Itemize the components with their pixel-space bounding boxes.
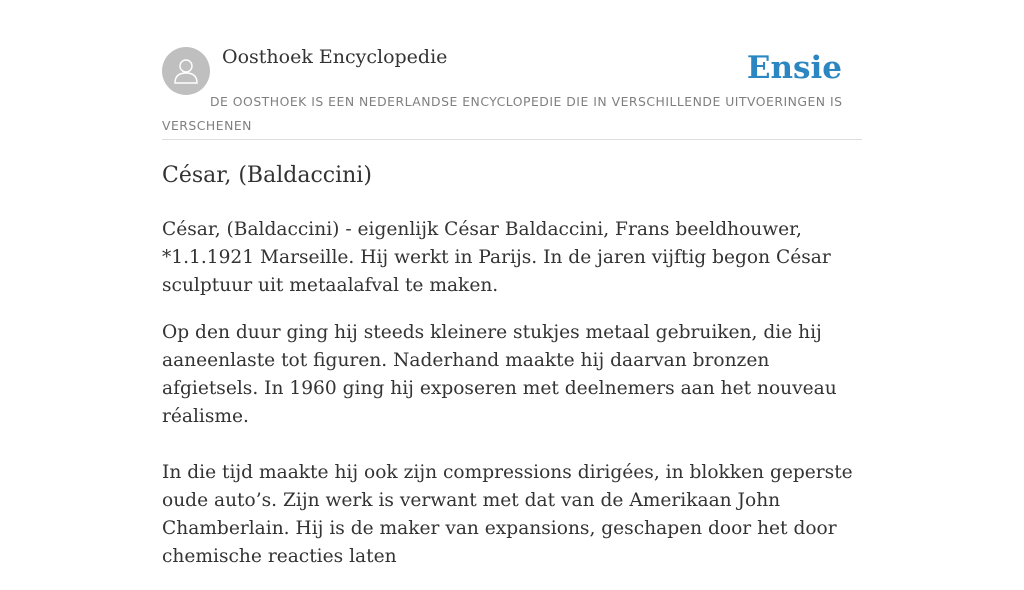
source-name[interactable]: Oosthoek Encyclopedie <box>222 46 448 68</box>
source-header <box>162 0 862 140</box>
ensie-logo[interactable]: Ensie <box>746 50 842 86</box>
page-container <box>162 0 862 567</box>
article-body <box>162 216 867 590</box>
article-paragraph: In die tijd maakte hij ook zijn compressions dirigées, in blokken geperste oude auto’s. Zijn werk is verwant met dat van de Amerikaan John Chamberlain. Hij is de maker van expansions, geschapen door het door chemische reacties laten <box>162 462 853 567</box>
source-description: DE OOSTHOEK IS EEN NEDERLANDSE ENCYCLOPEDIE DIE IN VERSCHILLENDE UITVOERINGEN IS VERSCHENEN <box>162 94 843 133</box>
user-icon <box>171 56 201 86</box>
article-title: César, (Baldaccini) <box>162 163 372 188</box>
article-paragraph: Op den duur ging hij steeds kleinere stukjes metaal gebruiken, die hij aaneenlaste tot figuren. Naderhand maakte hij daarvan bronzen afgietsels. In 1960 ging hij exposeren met deelnemers aan het nouveau réalisme. <box>162 322 837 427</box>
source-avatar[interactable] <box>162 47 210 95</box>
article-paragraph: César, (Baldaccini) - eigenlijk César Baldaccini, Frans beeldhouwer, *1.1.1921 Marseille. Hij werkt in Parijs. In de jaren vijftig begon César sculptuur uit metaalafval te maken. <box>162 219 831 296</box>
